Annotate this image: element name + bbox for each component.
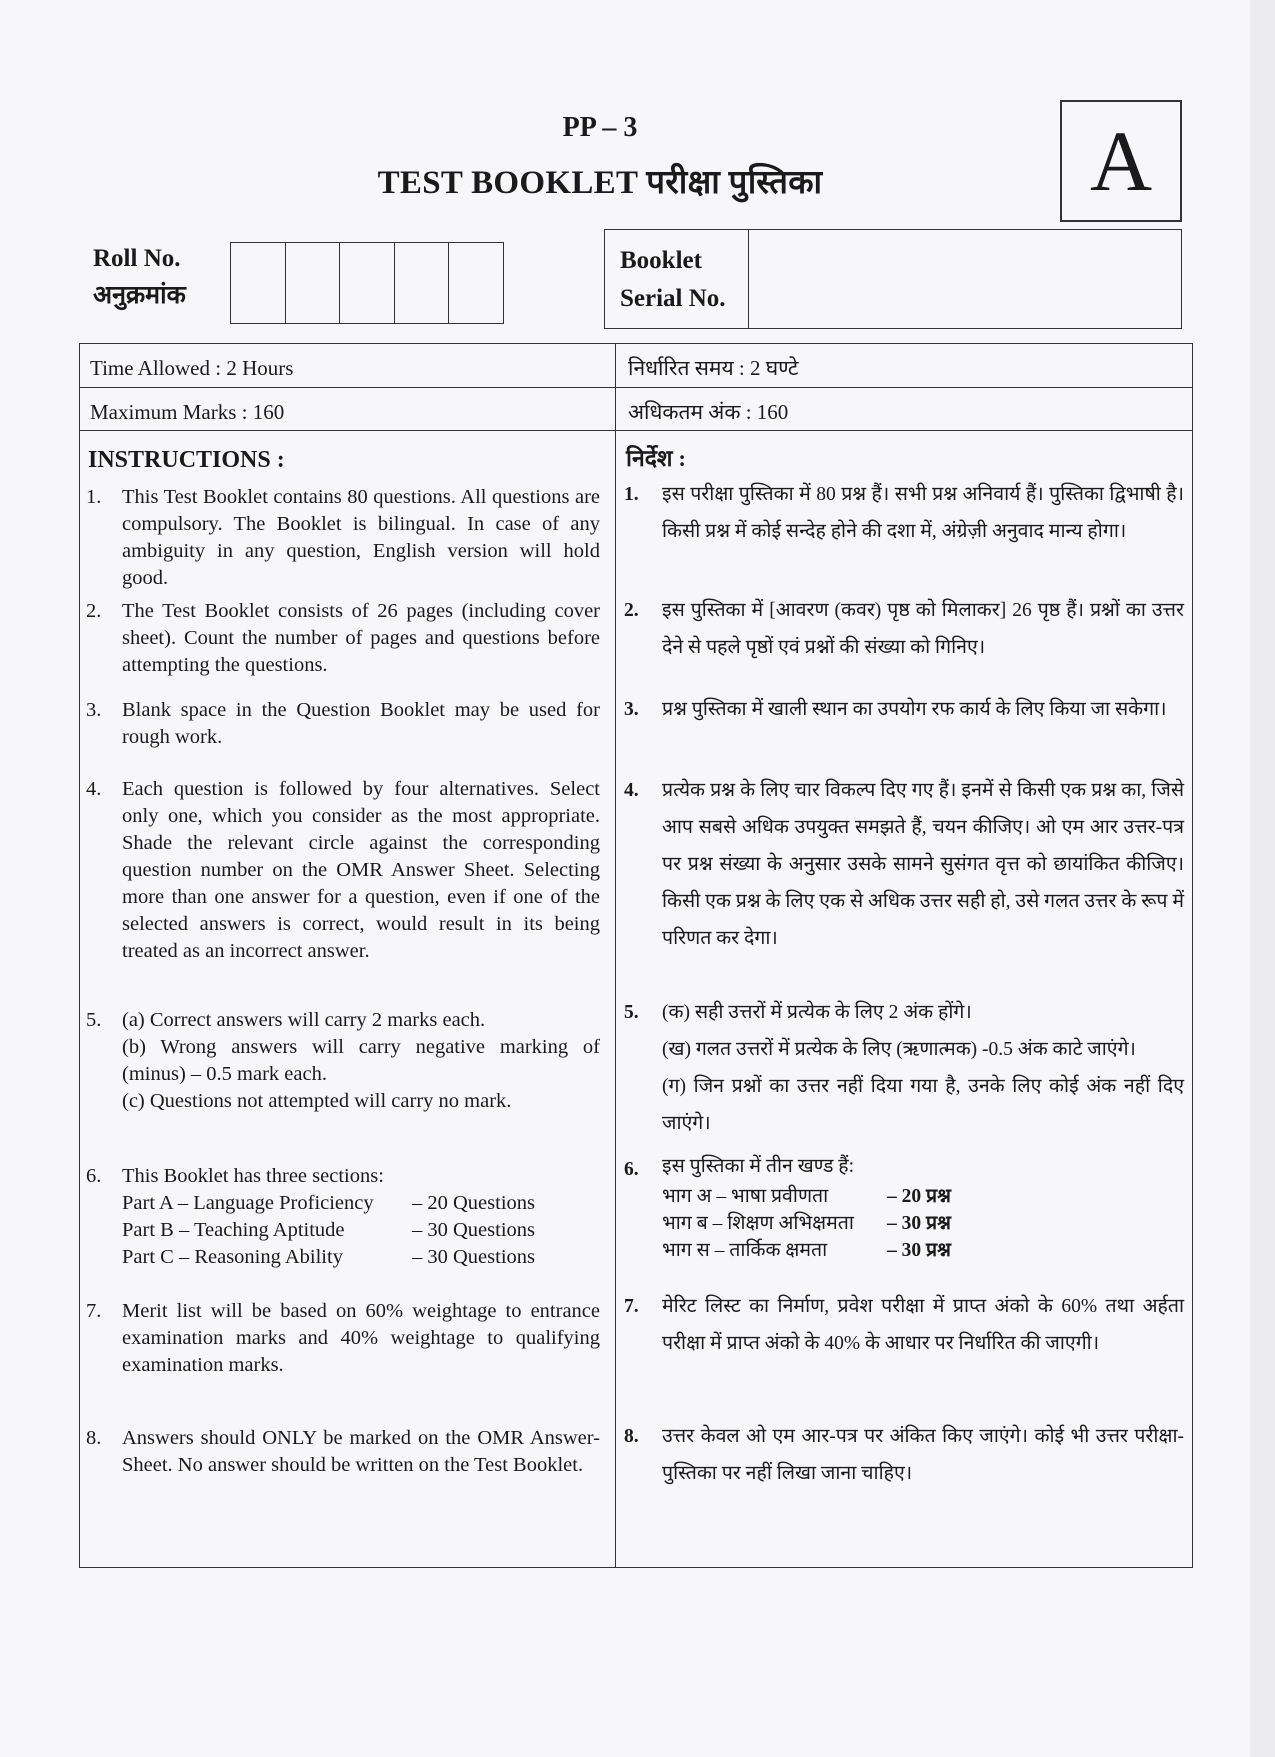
marking-unattempted-en: (c) Questions not attempted will carry no mark. — [122, 1090, 512, 1112]
booklet-serial-value — [749, 230, 1181, 328]
item-number: 1. — [624, 484, 639, 505]
instruction-text: Blank space in the Question Booklet may be used for rough work. — [122, 699, 600, 748]
instruction-text: इस परीक्षा पुस्तिका में 80 प्रश्न हैं। सभी प्रश्न अनिवार्य हैं। पुस्तिका द्विभाषी है। किसी प्रश्न में कोई सन्देह होने की दशा में, अंग्रेज़ी अनुवाद मान्य होगा। — [662, 484, 1184, 542]
section-count: – 30 Questions — [412, 1246, 535, 1268]
roll-label-hi: अनुक्रमांक — [93, 282, 186, 309]
instruction-1-en — [80, 484, 600, 592]
item-number: 7. — [624, 1296, 639, 1317]
instruction-6-hi — [616, 1151, 1184, 1264]
section-count: – 20 Questions — [412, 1192, 535, 1214]
instruction-3-hi — [616, 691, 1184, 728]
item-number: 7. — [86, 1300, 102, 1322]
booklet-label-line2: Serial No. — [620, 285, 726, 312]
booklet-set-box: A — [1060, 100, 1182, 222]
sections-list-hi — [662, 1183, 1184, 1264]
instruction-3-en — [80, 697, 600, 751]
instruction-text: प्रश्न पुस्तिका में खाली स्थान का उपयोग रफ कार्य के लिए किया जा सकेगा। — [662, 699, 1167, 720]
item-number: 2. — [86, 600, 102, 622]
instruction-2-hi — [616, 592, 1184, 666]
section-name: Part C – Reasoning Ability — [122, 1246, 343, 1268]
section-name: भाग ब – शिक्षण अभिक्षमता — [662, 1213, 854, 1234]
item-number: 6. — [86, 1165, 102, 1187]
marking-wrong-en: (b) Wrong answers will carry negative marking of (minus) – 0.5 mark each. — [122, 1036, 600, 1085]
sections-intro-hi: इस पुस्तिका में तीन खण्ड हैं: — [662, 1156, 855, 1177]
section-count: – 30 प्रश्न — [887, 1240, 951, 1261]
roll-number-boxes[interactable] — [230, 242, 504, 324]
section-name: Part A – Language Proficiency — [122, 1192, 374, 1214]
item-number: 5. — [624, 1002, 639, 1023]
roll-label-en: Roll No. — [93, 245, 181, 272]
instruction-7-en — [80, 1298, 600, 1379]
booklet-label-line1: Booklet — [620, 247, 702, 274]
section-count: – 20 प्रश्न — [887, 1186, 951, 1207]
roll-digit-box[interactable] — [340, 243, 395, 323]
roll-digit-box[interactable] — [395, 243, 450, 323]
section-count: – 30 प्रश्न — [887, 1213, 951, 1234]
section-name: भाग स – तार्किक क्षमता — [662, 1240, 828, 1261]
section-name: Part B – Teaching Aptitude — [122, 1219, 345, 1241]
instruction-5-hi — [616, 994, 1184, 1142]
marking-unattempted-hi: (ग) जिन प्रश्नों का उत्तर नहीं दिया गया है, उनके लिए कोई अंक नहीं दिए जाएंगे। — [662, 1076, 1184, 1134]
item-number: 3. — [624, 699, 639, 720]
instruction-text: मेरिट लिस्ट का निर्माण, प्रवेश परीक्षा में प्राप्त अंको के 60% तथा अर्हता परीक्षा में प्राप्त अंको के 40% के आधार पर निर्धारित की जाएगी। — [662, 1296, 1184, 1354]
marking-correct-en: (a) Correct answers will carry 2 marks each. — [122, 1009, 486, 1031]
instruction-text: Each question is followed by four alternatives. Select only one, which you consider as the most appropriate. Shade the relevant circle against the corresponding question number on the OMR Answer Sheet. Selecting more than one answer for a question, even if one of the selected answers is correct, would result in its being treated as an incorrect answer. — [122, 778, 600, 962]
roll-digit-box[interactable] — [449, 243, 503, 323]
section-name: भाग अ – भाषा प्रवीणता — [662, 1186, 829, 1207]
booklet-serial-label — [605, 230, 749, 328]
instruction-text: इस पुस्तिका में [आवरण (कवर) पृष्ठ को मिलाकर] 26 पृष्ठ हैं। प्रश्नों का उत्तर देने से पहले पृष्ठों एवं प्रश्नों की संख्या को गिनिए। — [662, 600, 1184, 658]
booklet-serial-box — [604, 229, 1182, 329]
instruction-1-hi — [616, 476, 1184, 550]
instruction-text: The Test Booklet consists of 26 pages (including cover sheet). Count the number of pages and questions before attempting the questions. — [122, 600, 600, 676]
instructions-table — [79, 343, 1193, 1568]
marking-wrong-hi: (ख) गलत उत्तरों में प्रत्येक के लिए (ऋणात्मक) -0.5 अंक काटे जाएंगे। — [662, 1039, 1136, 1060]
instruction-text: This Test Booklet contains 80 questions. All questions are compulsory. The Booklet is bilingual. In case of any ambiguity in any question, English version will hold good. — [122, 486, 600, 589]
section-count: – 30 Questions — [412, 1219, 535, 1241]
item-number: 1. — [86, 486, 102, 508]
time-allowed-hi: निर्धारित समय : 2 घण्टे — [628, 356, 799, 380]
instruction-4-hi — [616, 772, 1184, 957]
roll-number-label — [93, 240, 186, 314]
instruction-text: Merit list will be based on 60% weightage to entrance examination marks and 40% weightage to qualifying examination marks. — [122, 1300, 600, 1376]
instruction-6-en — [80, 1163, 600, 1271]
marking-correct-hi: (क) सही उत्तरों में प्रत्येक के लिए 2 अंक होंगे। — [662, 1002, 972, 1023]
paper-code: PP – 3 — [562, 112, 638, 143]
max-marks-hi: अधिकतम अंक : 160 — [628, 400, 789, 424]
item-number: 8. — [86, 1427, 102, 1449]
instructions-heading-en: INSTRUCTIONS : — [88, 447, 285, 473]
instruction-text: प्रत्येक प्रश्न के लिए चार विकल्प दिए गए हैं। इनमें से किसी एक प्रश्न का, जिसे आप सबसे अधिक उपयुक्त समझते हैं, चयन कीजिए। ओ एम आर उत्तर-पत्र पर प्रश्न संख्या के अनुसार उसके सामने सुसंगत वृत्त को छायांकित कीजिए। किसी एक प्रश्न के लिए एक से अधिक उत्तर सही हो, उसे गलत उत्तर के रूप में परिणत कर देगा। — [662, 780, 1184, 949]
instruction-text: Answers should ONLY be marked on the OMR Answer-Sheet. No answer should be written on the Test Booklet. — [122, 1427, 600, 1476]
item-number: 5. — [86, 1009, 102, 1031]
item-number: 4. — [624, 780, 639, 801]
roll-digit-box[interactable] — [231, 243, 286, 323]
item-number: 6. — [624, 1159, 639, 1180]
time-allowed-en: Time Allowed : 2 Hours — [90, 356, 294, 380]
instruction-8-en — [80, 1425, 600, 1479]
item-number: 3. — [86, 699, 102, 721]
item-number: 2. — [624, 600, 639, 621]
sections-list-en — [122, 1190, 600, 1271]
sections-intro-en: This Booklet has three sections: — [122, 1165, 384, 1187]
instruction-8-hi — [616, 1418, 1184, 1492]
instruction-4-en — [80, 776, 600, 965]
page-title: TEST BOOKLET परीक्षा पुस्तिका — [377, 165, 823, 201]
instruction-7-hi — [616, 1288, 1184, 1362]
max-marks-en: Maximum Marks : 160 — [90, 400, 285, 424]
instruction-2-en — [80, 598, 600, 679]
instruction-text: उत्तर केवल ओ एम आर-पत्र पर अंकित किए जाएंगे। कोई भी उत्तर परीक्षा-पुस्तिका पर नहीं लिखा जाना चाहिए। — [662, 1426, 1184, 1484]
item-number: 4. — [86, 778, 102, 800]
instructions-heading-hi: निर्देश : — [626, 446, 686, 471]
item-number: 8. — [624, 1426, 639, 1447]
roll-digit-box[interactable] — [286, 243, 341, 323]
instruction-5-en — [80, 1007, 600, 1115]
